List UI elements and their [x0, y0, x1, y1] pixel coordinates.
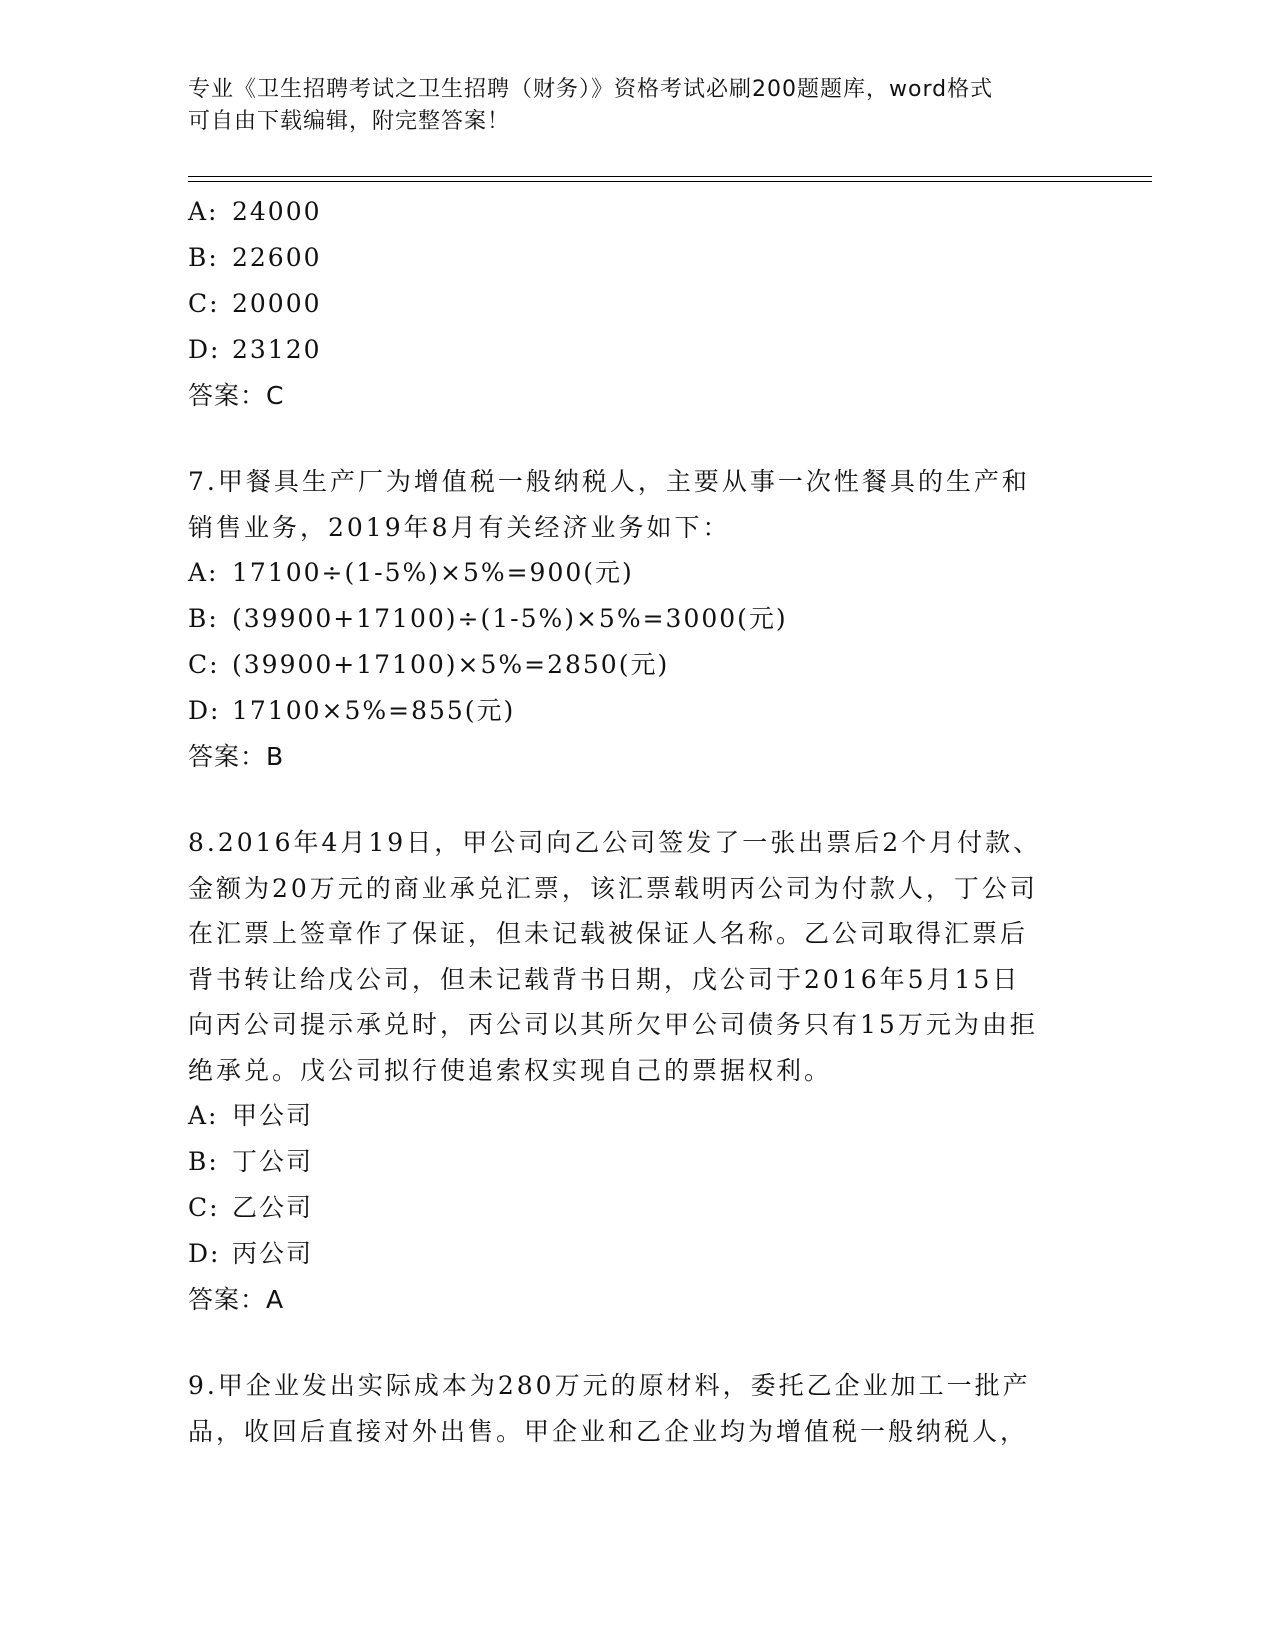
- header-divider-top: [188, 176, 1152, 177]
- question-8-line-6: 绝承兑。戊公司拟行使追索权实现自己的票据权利。: [188, 1055, 833, 1085]
- option-text: 丁公司: [232, 1147, 314, 1176]
- question-7-line-1: 7.甲餐具生产厂为增值税一般纳税人，主要从事一次性餐具的生产和: [188, 467, 1030, 496]
- option-letter: B:: [188, 243, 219, 272]
- question-8-line-3: 在汇票上签章作了保证，但未记载被保证人名称。乙公司取得汇票后: [188, 919, 1029, 948]
- option-letter: C:: [188, 1193, 220, 1222]
- question-8: [188, 820, 1088, 1323]
- question-8-line-1: 8.2016年4月19日，甲公司向乙公司签发了一张出票后2个月付款、: [188, 828, 1042, 857]
- option-text: 17100÷(1-5%)×5%=900(元): [232, 558, 634, 587]
- option-a: [188, 550, 1088, 596]
- header-line-2: 可自由下载编辑，附完整答案！: [188, 109, 511, 134]
- option-letter: C:: [188, 650, 220, 679]
- option-text: 24000: [232, 197, 322, 226]
- answer-q6: 答案：C: [188, 381, 285, 410]
- option-text: 23120: [232, 335, 322, 364]
- option-letter: B:: [188, 604, 219, 633]
- option-a: [188, 189, 1088, 235]
- question-8-line-5: 向丙公司提示承兑时，丙公司以其所欠甲公司债务只有15万元为由拒: [188, 1010, 1038, 1039]
- option-b: [188, 1139, 1088, 1185]
- option-letter: A:: [188, 558, 219, 587]
- option-letter: D:: [188, 335, 221, 364]
- option-b: [188, 596, 1088, 642]
- option-text: 22600: [232, 243, 322, 272]
- option-text: 20000: [232, 289, 322, 318]
- question-9-line-2: 品，收回后直接对外出售。甲企业和乙企业均为增值税一般纳税人，: [188, 1416, 1029, 1446]
- option-text: (39900+17100)÷(1-5%)×5%=3000(元): [232, 604, 788, 633]
- answer-q8: 答案：A: [188, 1285, 285, 1314]
- question-7-line-2: 销售业务，2019年8月有关经济业务如下：: [188, 512, 731, 542]
- option-text: 甲公司: [232, 1101, 314, 1130]
- option-letter: D:: [188, 1239, 221, 1268]
- answer-q7: 答案：B: [188, 742, 285, 771]
- option-letter: D:: [188, 696, 221, 725]
- header-line-1: 专业《卫生招聘考试之卫生招聘（财务）》资格考试必刷200题题库，word格式: [188, 77, 994, 102]
- option-c: [188, 1185, 1088, 1231]
- option-text: 乙公司: [232, 1193, 314, 1222]
- question-8-line-4: 背书转让给戊公司，但未记载背书日期，戊公司于2016年5月15日: [188, 964, 1021, 994]
- option-d: [188, 327, 1088, 373]
- option-text: (39900+17100)×5%=2850(元): [232, 650, 670, 679]
- option-letter: C:: [188, 289, 220, 318]
- question-6-options: [188, 189, 1088, 419]
- option-text: 丙公司: [232, 1239, 314, 1268]
- header-divider-bottom: [188, 181, 1152, 182]
- option-letter: B:: [188, 1147, 219, 1176]
- question-9-line-1: 9.甲企业发出实际成本为280万元的原材料，委托乙企业加工一批产: [188, 1371, 1031, 1400]
- question-8-line-2: 金额为20万元的商业承兑汇票，该汇票载明丙公司为付款人，丁公司: [188, 873, 1038, 903]
- question-9: [188, 1363, 1088, 1454]
- question-7: [188, 459, 1088, 780]
- option-d: [188, 688, 1088, 734]
- option-b: [188, 235, 1088, 281]
- option-d: [188, 1231, 1088, 1277]
- document-body: [188, 189, 1088, 1454]
- option-letter: A:: [188, 197, 219, 226]
- document-header: [188, 74, 1068, 138]
- option-c: [188, 281, 1088, 327]
- option-c: [188, 642, 1088, 688]
- option-a: [188, 1093, 1088, 1139]
- option-text: 17100×5%=855(元): [232, 696, 516, 725]
- option-letter: A:: [188, 1101, 219, 1130]
